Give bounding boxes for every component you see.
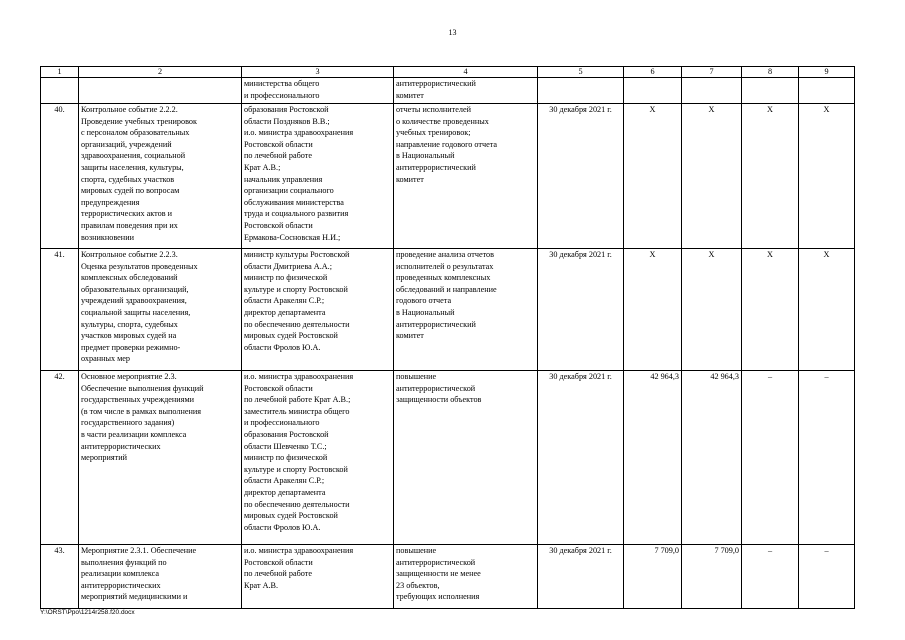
event-cell: Основное мероприятие 2.3. Обеспечение выполнения функций государственных учреждениями (в том числе в рамках выполнения государственного задания) в части реализации комплекса антитеррористических мероприятий bbox=[79, 371, 242, 545]
result-cell: проведение анализа отчетов исполнителей о результатах проведенных комплексных обследований и направление годового отчета в Национальный антитеррористический комитет bbox=[394, 249, 538, 371]
header-cell-6: 6 bbox=[624, 67, 682, 78]
responsible-cell: министр культуры Ростовской области Дмитриева А.А.; министр по физической культуре и спорту Ростовской области Аракелян С.Р.; директор департамента по обеспечению деятельности мировых судей Ростовской области Фролов Ю.А. bbox=[242, 249, 394, 371]
continuation-responsible: министерства общего и профессионального bbox=[242, 78, 394, 104]
col7-cell: Х bbox=[682, 249, 742, 371]
responsible-cell: и.о. министра здравоохранения Ростовской области по лечебной работе Крат А.В.; заместитель министра общего и профессионального образования Ростовской области Шевченко Т.С.; министр по физической культуре и спорту Ростовской области Аракелян С.Р.; директор департамента по обеспечению деятельности мировых судей Ростовской области Фролов Ю.А. bbox=[242, 371, 394, 545]
date-cell: 30 декабря 2021 г. bbox=[538, 249, 624, 371]
col8-cell: – bbox=[742, 545, 799, 609]
date-cell: 30 декабря 2021 г. bbox=[538, 371, 624, 545]
header-cell-4: 4 bbox=[394, 67, 538, 78]
col6-cell: 42 964,3 bbox=[624, 371, 682, 545]
row-number: 41. bbox=[41, 249, 79, 371]
event-cell: Контрольное событие 2.2.3. Оценка результатов проведенных комплексных обследований образовательных организаций, учреждений здравоохранения, социальной защиты населения, культуры, спорта, судебных участков мировых судей на предмет проверки режимно- охранных мер bbox=[79, 249, 242, 371]
header-cell-8: 8 bbox=[742, 67, 799, 78]
col9-cell: – bbox=[799, 545, 855, 609]
result-cell: повышение антитеррористической защищенности объектов bbox=[394, 371, 538, 545]
header-cell-5: 5 bbox=[538, 67, 624, 78]
event-cell: Мероприятие 2.3.1. Обеспечение выполнения функций по реализации комплекса антитеррористических мероприятий медицинскими и bbox=[79, 545, 242, 609]
col7-cell: Х bbox=[682, 104, 742, 249]
header-cell-7: 7 bbox=[682, 67, 742, 78]
result-cell: повышение антитеррористической защищенности не менее 23 объектов, требующих исполнения bbox=[394, 545, 538, 609]
col7-cell: 7 709,0 bbox=[682, 545, 742, 609]
row-number: 40. bbox=[41, 104, 79, 249]
header-cell-9: 9 bbox=[799, 67, 855, 78]
plan-table bbox=[40, 66, 855, 609]
date-cell: 30 декабря 2021 г. bbox=[538, 545, 624, 609]
header-cell-3: 3 bbox=[242, 67, 394, 78]
col6-cell: Х bbox=[624, 249, 682, 371]
row-number: 42. bbox=[41, 371, 79, 545]
event-cell: Контрольное событие 2.2.2. Проведение учебных тренировок с персоналом образовательных организаций, учреждений здравоохранения, социальной защиты населения, культуры, спорта, судебных участков мировых судей по вопросам предупреждения террористических актов и правилам поведения при их возникновении bbox=[79, 104, 242, 249]
file-path-footer: Y:\ORST\Ppo\1214r258.f20.docx bbox=[40, 609, 135, 616]
col9-cell: Х bbox=[799, 104, 855, 249]
col6-cell: Х bbox=[624, 104, 682, 249]
col6-cell: 7 709,0 bbox=[624, 545, 682, 609]
col7-cell: 42 964,3 bbox=[682, 371, 742, 545]
col8-cell: Х bbox=[742, 249, 799, 371]
page-number: 13 bbox=[448, 28, 457, 37]
row-number: 43. bbox=[41, 545, 79, 609]
date-cell: 30 декабря 2021 г. bbox=[538, 104, 624, 249]
table-row bbox=[41, 249, 855, 371]
header-cell-1: 1 bbox=[41, 67, 79, 78]
table-row bbox=[41, 545, 855, 609]
col9-cell: – bbox=[799, 371, 855, 545]
header-cell-2: 2 bbox=[79, 67, 242, 78]
header-row bbox=[41, 67, 855, 78]
col8-cell: Х bbox=[742, 104, 799, 249]
result-cell: отчеты исполнителей о количестве проведенных учебных тренировок; направление годового отчета в Национальный антитеррористический комитет bbox=[394, 104, 538, 249]
table-row bbox=[41, 104, 855, 249]
col8-cell: – bbox=[742, 371, 799, 545]
continuation-row bbox=[41, 78, 855, 104]
table-row bbox=[41, 371, 855, 545]
col9-cell: Х bbox=[799, 249, 855, 371]
responsible-cell: и.о. министра здравоохранения Ростовской области по лечебной работе Крат А.В. bbox=[242, 545, 394, 609]
continuation-result: антитеррористический комитет bbox=[394, 78, 538, 104]
responsible-cell: образования Ростовской области Поздняков В.В.; и.о. министра здравоохранения Ростовской области по лечебной работе Крат А.В.; начальник управления организации социального обслуживания министерства труда и социального развития Ростовской области Ермакова-Сосновская Н.И.; bbox=[242, 104, 394, 249]
